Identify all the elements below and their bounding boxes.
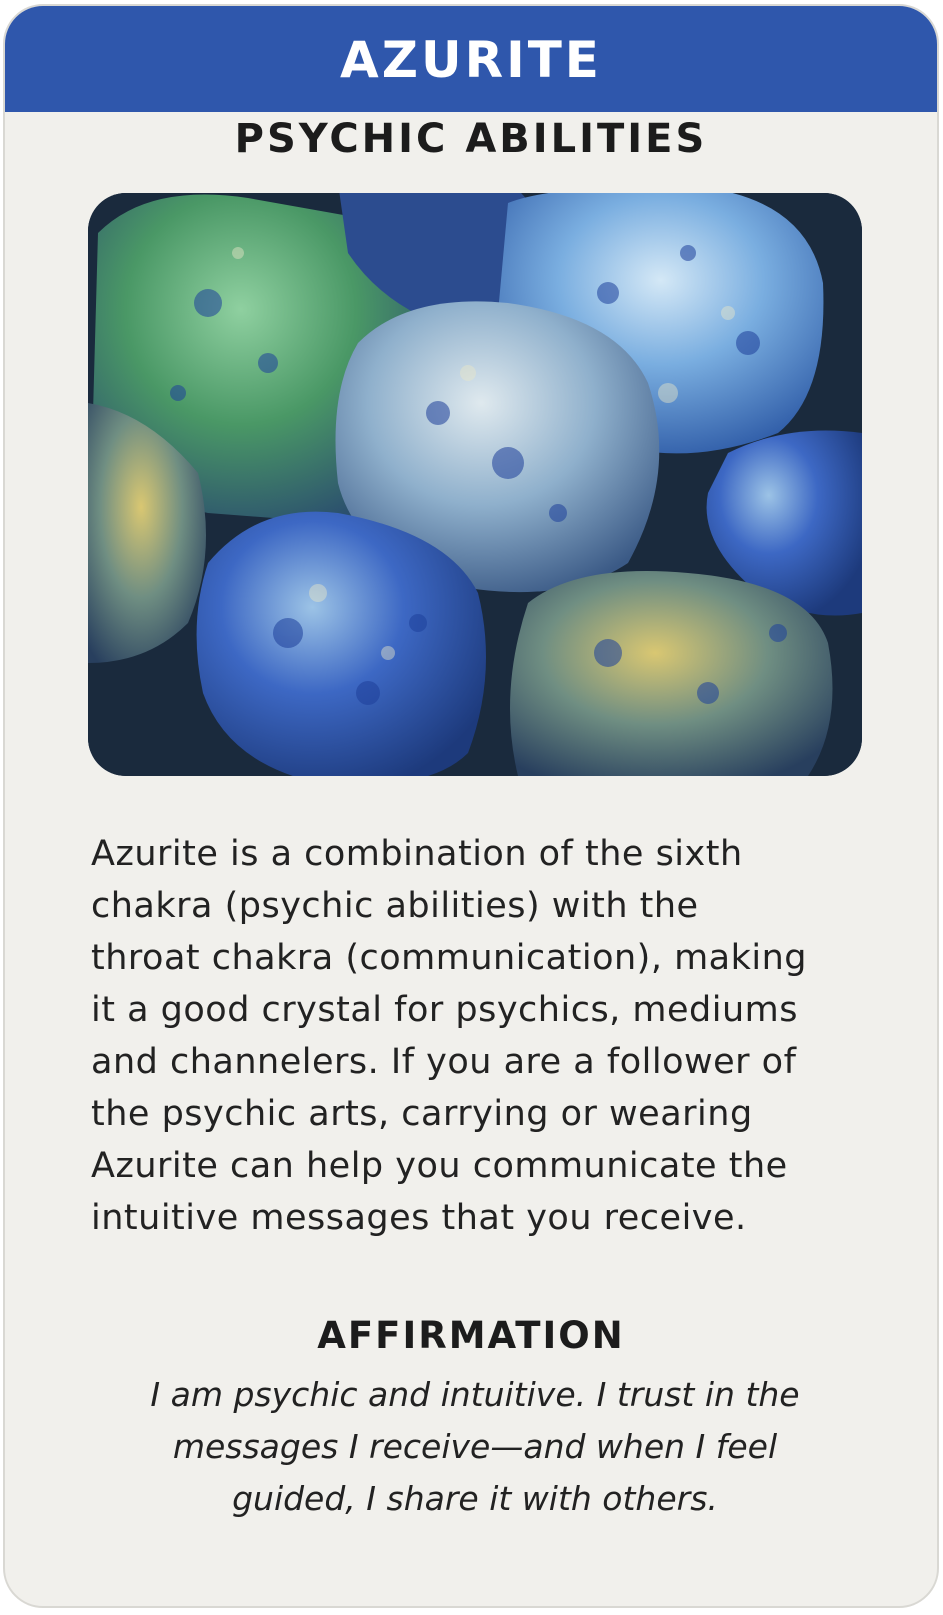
stone-ochre-right xyxy=(510,571,833,776)
card-header xyxy=(5,6,937,112)
affirmation-heading: AFFIRMATION xyxy=(317,1314,625,1357)
description-line: it a good crystal for psychics, mediums xyxy=(91,990,799,1030)
card-subtitle: PSYCHIC ABILITIES xyxy=(234,116,708,162)
crystal-card xyxy=(3,4,939,1608)
affirmation-line: messages I receive—and when I feel xyxy=(172,1427,778,1466)
description-line: intuitive messages that you receive. xyxy=(91,1198,747,1238)
description-line: Azurite is a combination of the sixth xyxy=(91,834,743,874)
description-line: and channelers. If you are a follower of xyxy=(91,1042,797,1082)
azurite-stones-photo xyxy=(88,193,862,776)
affirmation-text xyxy=(65,1369,885,1525)
description-line: throat chakra (communication), making xyxy=(91,938,808,978)
description-line: chakra (psychic abilities) with the xyxy=(91,886,699,926)
description-line: the psychic arts, carrying or wearing xyxy=(91,1094,753,1134)
affirmation-line: guided, I share it with others. xyxy=(232,1479,718,1518)
description-text xyxy=(91,828,871,1244)
card-title: AZURITE xyxy=(340,31,602,89)
affirmation-line: I am psychic and intuitive. I trust in the xyxy=(150,1375,800,1414)
description-line: Azurite can help you communicate the xyxy=(91,1146,788,1186)
